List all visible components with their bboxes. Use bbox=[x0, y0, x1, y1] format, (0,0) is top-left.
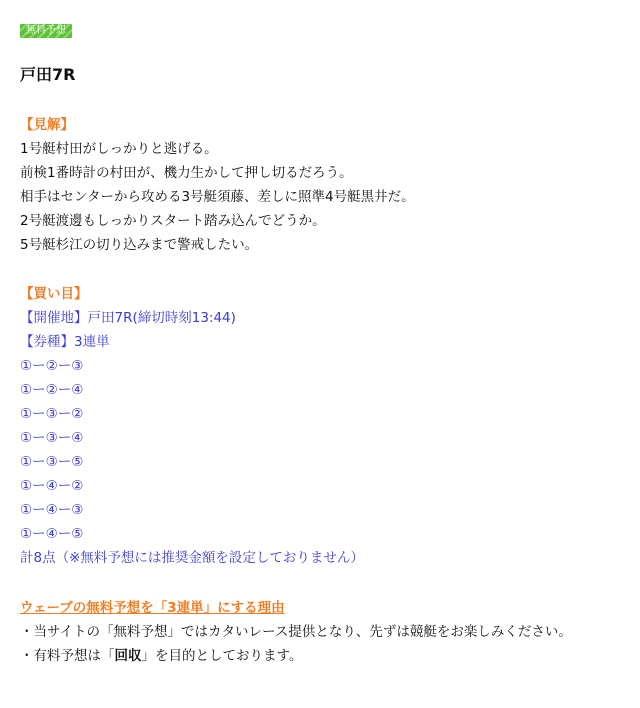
combination-item: ①ー②ー③ bbox=[20, 358, 84, 374]
combination-item: ①ー②ー④ bbox=[20, 382, 84, 398]
bets-heading: 【買い目】 bbox=[20, 286, 88, 302]
opinion-line: 前検1番時計の村田が、機力生かして押し切るだろう。 bbox=[20, 165, 353, 181]
combination-item: ①ー④ー② bbox=[20, 478, 84, 494]
venue-line: 【開催地】戸田7R(締切時刻13:44) bbox=[20, 310, 236, 326]
combination-item: ①ー④ー③ bbox=[20, 502, 84, 518]
bets-section bbox=[20, 282, 620, 570]
opinion-section bbox=[20, 113, 620, 257]
combination-item: ①ー③ー⑤ bbox=[20, 454, 84, 470]
reason-line: ・当サイトの「無料予想」ではカタいレース提供となり、先ずは競艇をお楽しみください。 bbox=[20, 624, 572, 640]
reason-line bbox=[20, 644, 620, 668]
opinion-line: 1号艇村田がしっかりと逃げる。 bbox=[20, 141, 218, 157]
opinion-line: 相手はセンターから攻める3号艇須藤、差しに照準4号艇黒井だ。 bbox=[20, 189, 415, 205]
opinion-heading: 【見解】 bbox=[20, 117, 74, 133]
opinion-line: 5号艇杉江の切り込みまで警戒したい。 bbox=[20, 237, 259, 253]
reason-section bbox=[20, 596, 620, 668]
reason-line-suffix: 」を目的としております。 bbox=[141, 648, 303, 664]
combination-item: ①ー④ー⑤ bbox=[20, 526, 84, 542]
ticket-type-line: 【券種】3連単 bbox=[20, 334, 110, 350]
recovery-emphasis: 回収 bbox=[114, 648, 142, 664]
page-title: 戸田7R bbox=[20, 65, 76, 84]
combination-item: ①ー③ー④ bbox=[20, 430, 84, 446]
reason-line-prefix: ・有料予想は「 bbox=[20, 648, 115, 664]
free-prediction-badge: 無料予想 bbox=[20, 24, 72, 38]
reason-heading-link[interactable]: ウェーブの無料予想を「3連単」にする理由 bbox=[20, 600, 285, 616]
combination-item: ①ー③ー② bbox=[20, 406, 84, 422]
total-points-line: 計8点（※無料予想には推奨金額を設定しておりません） bbox=[20, 550, 364, 566]
opinion-line: 2号艇渡邊もしっかりスタート踏み込んでどうか。 bbox=[20, 213, 326, 229]
